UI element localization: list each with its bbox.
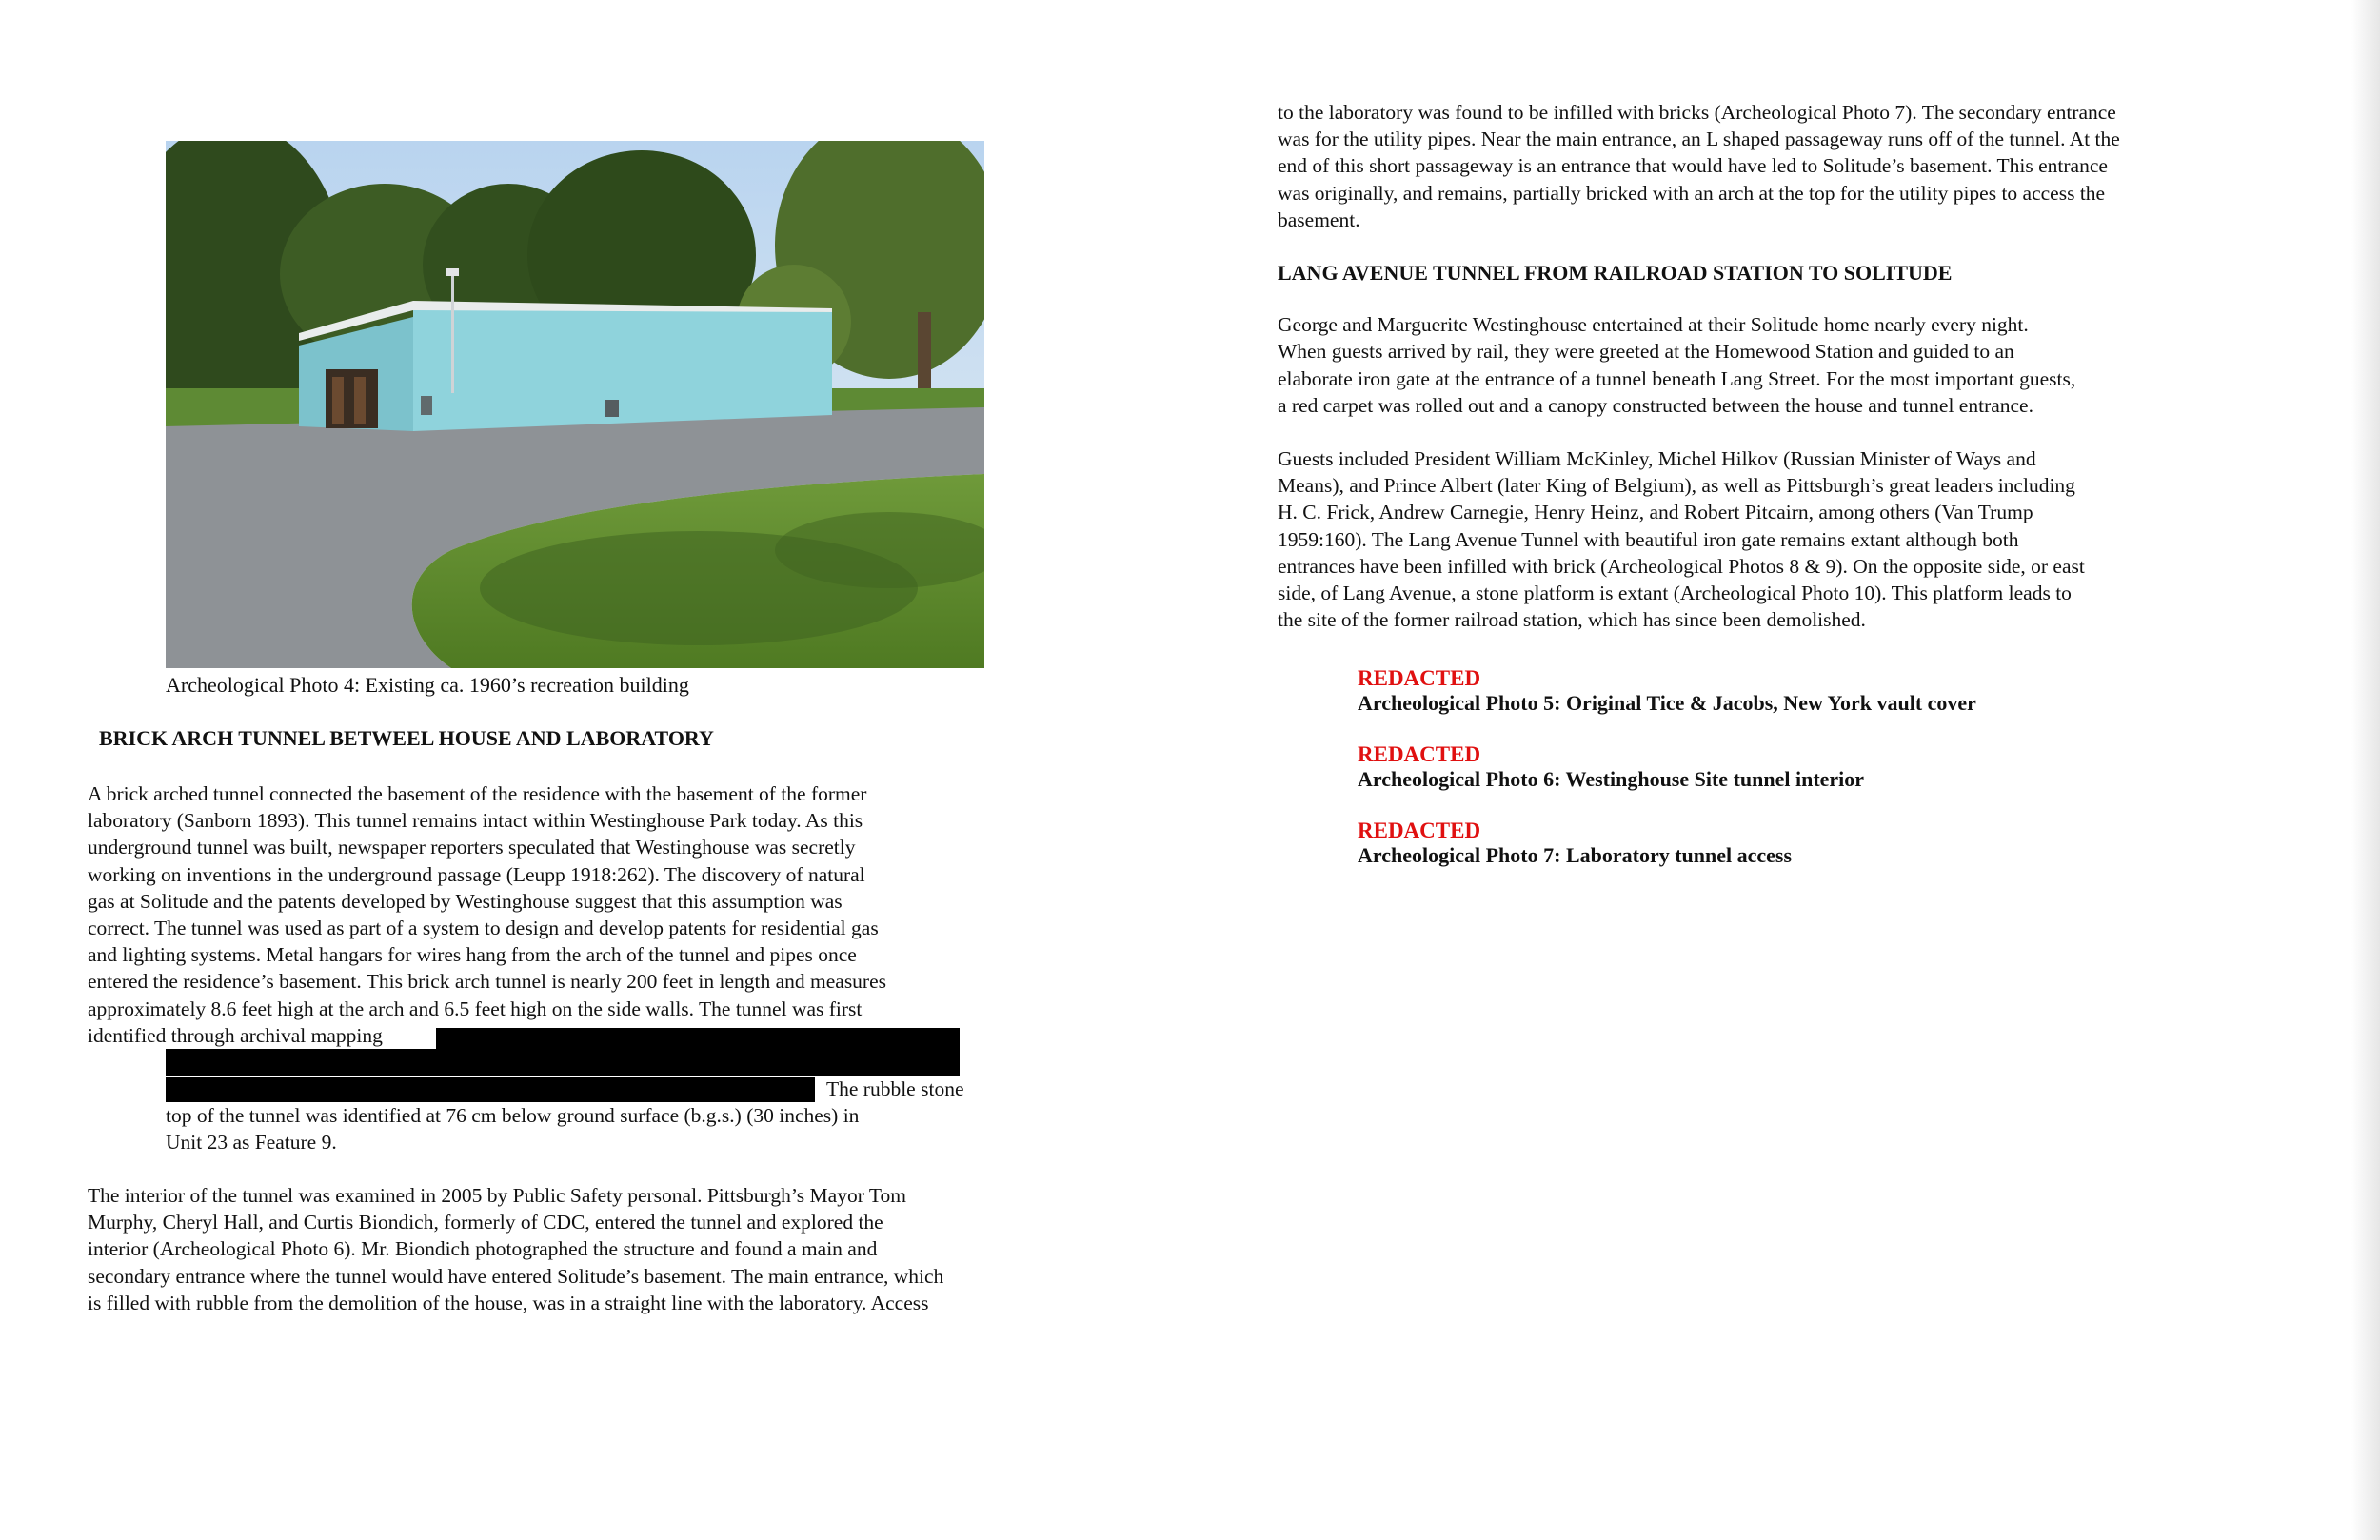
paragraph-tunnel-interior-text: The interior of the tunnel was examined in 2005 by Public Safety personal. Pittsburgh’s Mayor Tom Murphy, Cheryl Hall, and Curtis Biondich, formerly of CDC, entered the tunnel and explored the interior (Archeological Photo 6). Mr. Biondich photographed the structure and found a main and secondary entrance where the tunnel would have entered Solitude’s basement. The main entrance, which is filled with rubble from the demolition of the house, was in a straight line with the laboratory. Access xyxy=(88,1184,944,1314)
section-heading-lang-avenue-tunnel: LANG AVENUE TUNNEL FROM RAILROAD STATION TO SOLITUDE xyxy=(1278,261,1953,286)
page-edge-shadow xyxy=(2351,0,2380,1540)
redacted-photo-caption: Archeological Photo 7: Laboratory tunnel access xyxy=(1358,843,1793,867)
indented-fragment-lines: top of the tunnel was identified at 76 cm below ground surface (b.g.s.) (30 inches) in Unit 23 as Feature 9. xyxy=(166,1104,860,1155)
redacted-item xyxy=(1358,666,2310,716)
paragraph-notable-guests: Guests included President William McKinley, Michel Hilkov (Russian Minister of Ways and Means), and Prince Albert (later King of Belgium), as well as Pittsburgh’s great leaders including H. C. Frick, Andrew Carnegie, Henry Heinz, and Robert Pitcairn, among others (Van Trump 1959:160). The Lang Avenue Tunnel with beautiful iron gate remains extant although both entrances have been infilled with brick (Archeological Photos 8 & 9). On the opposite side, or east side, of Lang Avenue, a stone platform is extant (Archeological Photo 10). This platform leads to the site of the former railroad station, which has since been demolished. xyxy=(1278,447,2085,632)
paragraph-brick-arch-tunnel: A brick arched tunnel connected the basement of the residence with the basement of the former laboratory (Sanborn 1893). This tunnel remains intact within Westinghouse Park today. As this underground tunnel was built, newspaper reporters speculated that Westinghouse was secretly working on inventions in the underground passage (Leupp 1918:262). The discovery of natural gas at Solitude and the patents developed by Westinghouse suggest that this assumption was correct. The tunnel was used as part of a system to design and develop patents for residential gas and lighting systems. Metal hangars for wires hang from the arch of the tunnel and pipes once entered the residence’s basement. This brick arch tunnel is nearly 200 feet in length and measures approximately 8.6 feet high at the arch and 6.5 feet high on the side walls. The tunnel was first xyxy=(88,782,887,1020)
redacted-label: REDACTED xyxy=(1358,666,1481,690)
redacted-photo-list xyxy=(1358,666,2310,868)
redaction-bar xyxy=(166,1049,960,1076)
redacted-item xyxy=(1358,742,2310,792)
paragraph-westinghouse-guests: George and Marguerite Westinghouse entertained at their Solitude home nearly every night. When guests arrived by rail, they were greeted at the Homewood Station and guided to an elaborate iron gate at the entrance of a tunnel beneath Lang Street. For the most important guests, a red carpet was rolled out and a canopy constructed between the house and tunnel entrance. xyxy=(1278,313,2076,417)
paragraph-tunnel-interior xyxy=(88,1182,1116,1316)
redacted-label: REDACTED xyxy=(1358,819,1481,842)
indented-fragment-start: The rubble stone xyxy=(826,1077,964,1100)
right-column xyxy=(1278,99,2268,633)
redacted-label: REDACTED xyxy=(1358,742,1481,766)
recreation-building-photo xyxy=(166,141,984,668)
paragraph-laboratory-access: to the laboratory was found to be infilled with bricks (Archeological Photo 7). The secondary entrance was for the utility pipes. Near the main entrance, an L shaped passageway runs off of the tunnel. At the end of this short passageway is an entrance that would have led to Solitude’s basement. This entrance was originally, and remains, partially bricked with an arch at the top for the utility pipes to access the basement. xyxy=(1278,101,2120,231)
redacted-item xyxy=(1358,819,2310,868)
redaction-bar xyxy=(166,1077,815,1102)
section-heading-brick-arch-tunnel: BRICK ARCH TUNNEL BETWEEL HOUSE AND LABORATORY xyxy=(99,726,714,750)
paragraph-last-line: identified through archival mapping xyxy=(88,1024,383,1047)
redacted-photo-caption: Archeological Photo 5: Original Tice & Jacobs, New York vault cover xyxy=(1358,691,1976,715)
photo-caption: Archeological Photo 4: Existing ca. 1960’s recreation building xyxy=(166,673,689,697)
redacted-photo-caption: Archeological Photo 6: Westinghouse Site tunnel interior xyxy=(1358,767,1865,791)
